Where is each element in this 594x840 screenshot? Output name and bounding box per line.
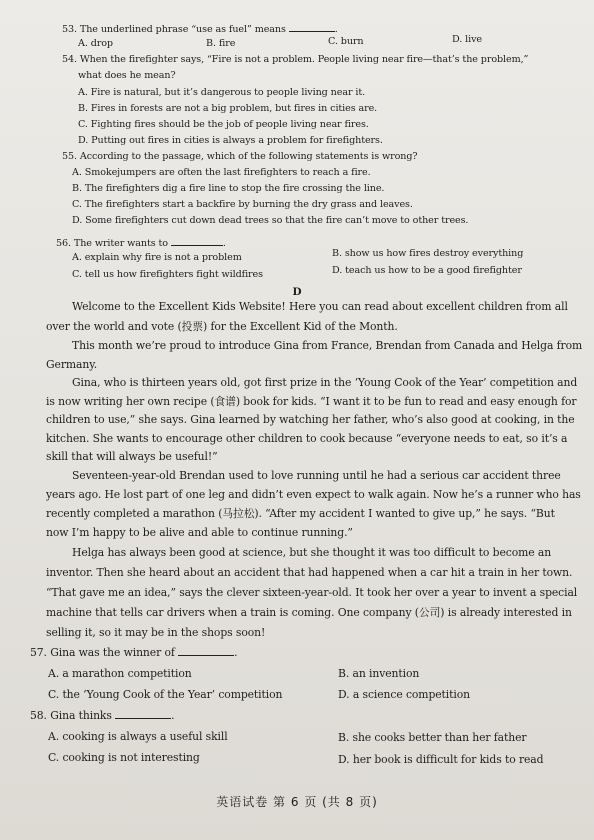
answer-blank xyxy=(115,709,171,719)
option-58-a: A. cooking is always a useful skill xyxy=(48,730,228,743)
passage-line: Gina, who is thirteen years old, got first prize in the ‘Young Cook of the Year’ competition and xyxy=(72,376,578,389)
passage-line: machine that tells car drivers when a train is coming. One company (公司) is already interested in xyxy=(46,606,572,619)
question-54-stem-cont: what does he mean? xyxy=(78,70,176,81)
option-54-d: D. Putting out fires in cities is always a problem for firefighters. xyxy=(78,135,383,146)
option-55-b: B. The firefighters dig a fire line to stop the fire crossing the line. xyxy=(72,183,385,194)
option-54-c: C. Fighting fires should be the job of people living near fires. xyxy=(78,119,369,130)
option-54-b: B. Fires in forests are not a big problem, but fires in cities are. xyxy=(78,103,378,114)
passage-line: This month we’re proud to introduce Gina from France, Brendan from Canada and Helga from xyxy=(72,339,583,352)
option-57-c: C. the ‘Young Cook of the Year’ competition xyxy=(48,688,283,701)
answer-blank xyxy=(289,22,335,32)
answer-blank xyxy=(178,646,234,656)
answer-blank xyxy=(171,236,223,246)
passage-line: is now writing her own recipe (食谱) book for kids. “I want it to be fun to read and easy enough for xyxy=(46,395,577,408)
option-56-b: B. show us how fires destroy everything xyxy=(332,248,524,259)
option-55-c: C. The firefighters start a backfire by burning the dry grass and leaves. xyxy=(72,199,413,210)
option-58-c: C. cooking is not interesting xyxy=(48,751,200,764)
passage-line: “That gave me an idea,” says the clever sixteen-year-old. It took her over a year to invent a special xyxy=(46,586,578,599)
question-56-stem: 56. The writer wants to . xyxy=(56,238,226,249)
question-57-stem: 57. Gina was the winner of . xyxy=(30,646,238,659)
page-footer: 英语试卷 第 6 页 (共 8 页) xyxy=(216,795,378,809)
option-56-a: A. explain why fire is not a problem xyxy=(72,252,242,263)
question-55-stem: 55. According to the passage, which of the following statements is wrong? xyxy=(62,151,418,162)
passage-line: Germany. xyxy=(46,358,98,371)
question-53-stem: 53. The underlined phrase “use as fuel” means . xyxy=(62,24,338,35)
passage-line: over the world and vote (投票) for the Excellent Kid of the Month. xyxy=(46,320,398,333)
option-53-d: D. live xyxy=(452,34,482,45)
passage-line: years ago. He lost part of one leg and didn’t even expect to walk again. Now he’s a runner who has xyxy=(46,488,581,501)
option-55-a: A. Smokejumpers are often the last firefighters to reach a fire. xyxy=(72,167,371,178)
passage-line: now I’m happy to be alive and able to continue running.” xyxy=(46,526,353,539)
passage-line: inventor. Then she heard about an accident that had happened when a car hit a train in her town. xyxy=(46,566,573,579)
passage-line: Seventeen-year-old Brendan used to love running until he had a serious car accident three xyxy=(72,469,561,482)
option-57-a: A. a marathon competition xyxy=(48,667,192,680)
section-letter: D xyxy=(292,286,302,298)
passage-line: Welcome to the Excellent Kids Website! Here you can read about excellent children from all xyxy=(72,300,568,313)
option-57-d: D. a science competition xyxy=(338,688,470,701)
question-54-stem: 54. When the firefighter says, “Fire is not a problem. People living near fire—that’s the problem,” xyxy=(62,54,529,65)
option-55-d: D. Some firefighters cut down dead trees so that the fire can’t move to other trees. xyxy=(72,215,469,226)
option-56-c: C. tell us how firefighters fight wildfires xyxy=(72,269,263,280)
passage-line: Helga has always been good at science, but she thought it was too difficult to become an xyxy=(72,546,552,559)
option-57-b: B. an invention xyxy=(338,667,420,680)
option-58-d: D. her book is difficult for kids to read xyxy=(338,753,544,766)
option-53-a: A. drop xyxy=(78,38,113,49)
question-58-stem: 58. Gina thinks . xyxy=(30,709,175,722)
passage-line: children to use,” she says. Gina learned by watching her father, who’s also good at cooking, in the xyxy=(46,413,575,426)
option-58-b: B. she cooks better than her father xyxy=(338,731,527,744)
option-56-d: D. teach us how to be a good firefighter xyxy=(332,265,522,276)
passage-line: recently completed a marathon (马拉松). “After my accident I wanted to give up,” he says. “But xyxy=(46,507,555,520)
option-53-c: C. burn xyxy=(328,36,364,47)
option-53-b: B. fire xyxy=(206,38,236,49)
option-54-a: A. Fire is natural, but it’s dangerous to people living near it. xyxy=(78,87,366,98)
passage-line: selling it, so it may be in the shops soon! xyxy=(46,626,266,639)
passage-line: skill that will always be useful!” xyxy=(46,450,218,463)
passage-line: kitchen. She wants to encourage other children to cook because “everyone needs to eat, so it’s a xyxy=(46,432,568,445)
